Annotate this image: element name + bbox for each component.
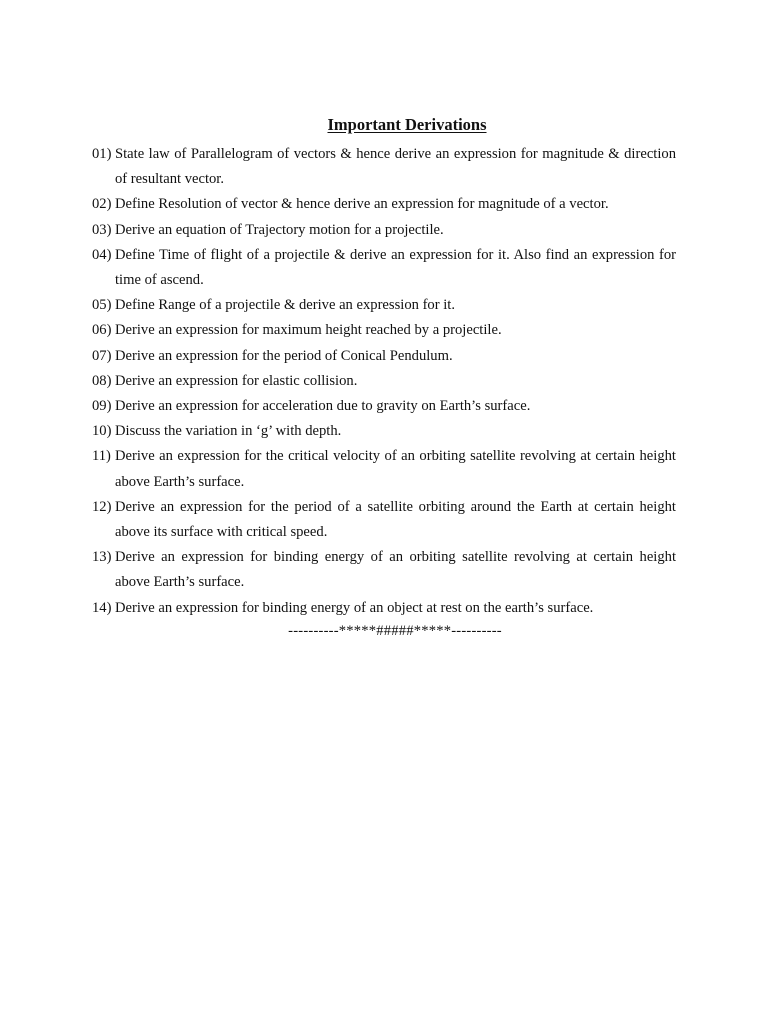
item-number: 01) bbox=[92, 146, 112, 162]
item-number: 08) bbox=[92, 372, 112, 389]
item-number: 10) bbox=[92, 423, 112, 440]
item-text: Derive an expression for elastic collision. bbox=[115, 372, 358, 389]
item-number: 02) bbox=[92, 196, 112, 213]
item-text: Derive an expression for the period of a satellite orbiting around the Earth at certain height above its surface with critical speed. bbox=[115, 498, 676, 541]
list-item bbox=[92, 243, 676, 293]
item-text: Derive an expression for binding energy of an object at rest on the earth’s surface. bbox=[115, 599, 594, 616]
list-item bbox=[92, 344, 676, 369]
item-text: State law of Parallelogram of vectors & hence derive an expression for magnitude & direction of resultant vector. bbox=[115, 146, 676, 188]
list-item bbox=[92, 419, 676, 444]
item-number: 07) bbox=[92, 347, 112, 364]
item-number: 14) bbox=[92, 599, 112, 616]
item-number: 03) bbox=[92, 221, 112, 238]
item-number: 11) bbox=[92, 448, 111, 465]
end-divider bbox=[0, 620, 768, 642]
item-text: Define Time of flight of a projectile & derive an expression for it. Also find an expression for time of ascend. bbox=[115, 246, 676, 289]
item-text: Derive an expression for the period of Conical Pendulum. bbox=[115, 347, 453, 364]
item-text: Define Range of a projectile & derive an expression for it. bbox=[115, 297, 455, 314]
list-item bbox=[92, 394, 676, 419]
list-item bbox=[92, 444, 676, 494]
item-text: Derive an expression for maximum height reached by a projectile. bbox=[115, 322, 502, 339]
list-item bbox=[92, 369, 676, 394]
list-item bbox=[92, 218, 676, 243]
end-divider-text: ----------*****#####*****---------- bbox=[288, 623, 502, 639]
page-title-text: Important Derivations bbox=[327, 115, 487, 134]
list-item bbox=[92, 142, 676, 192]
list-item bbox=[92, 495, 676, 545]
item-number: 06) bbox=[92, 322, 112, 339]
derivation-list bbox=[92, 142, 676, 621]
list-item bbox=[92, 545, 676, 595]
item-number: 09) bbox=[92, 398, 112, 415]
item-text: Derive an equation of Trajectory motion for a projectile. bbox=[115, 221, 444, 238]
item-number: 05) bbox=[92, 297, 112, 314]
list-item bbox=[92, 596, 676, 621]
item-number: 13) bbox=[92, 549, 112, 566]
list-item bbox=[92, 318, 676, 343]
item-number: 12) bbox=[92, 498, 112, 515]
item-text: Discuss the variation in ‘g’ with depth. bbox=[115, 423, 342, 440]
item-number: 04) bbox=[92, 246, 112, 263]
list-item bbox=[92, 192, 676, 217]
item-text: Derive an expression for acceleration due to gravity on Earth’s surface. bbox=[115, 398, 531, 415]
list-item bbox=[92, 293, 676, 318]
item-text: Define Resolution of vector & hence derive an expression for magnitude of a vector. bbox=[115, 196, 609, 213]
page-title bbox=[0, 114, 768, 136]
item-text: Derive an expression for the critical velocity of an orbiting satellite revolving at certain height above Earth’s surface. bbox=[115, 448, 676, 490]
item-text: Derive an expression for binding energy of an orbiting satellite revolving at certain height above Earth’s surface. bbox=[115, 549, 676, 591]
